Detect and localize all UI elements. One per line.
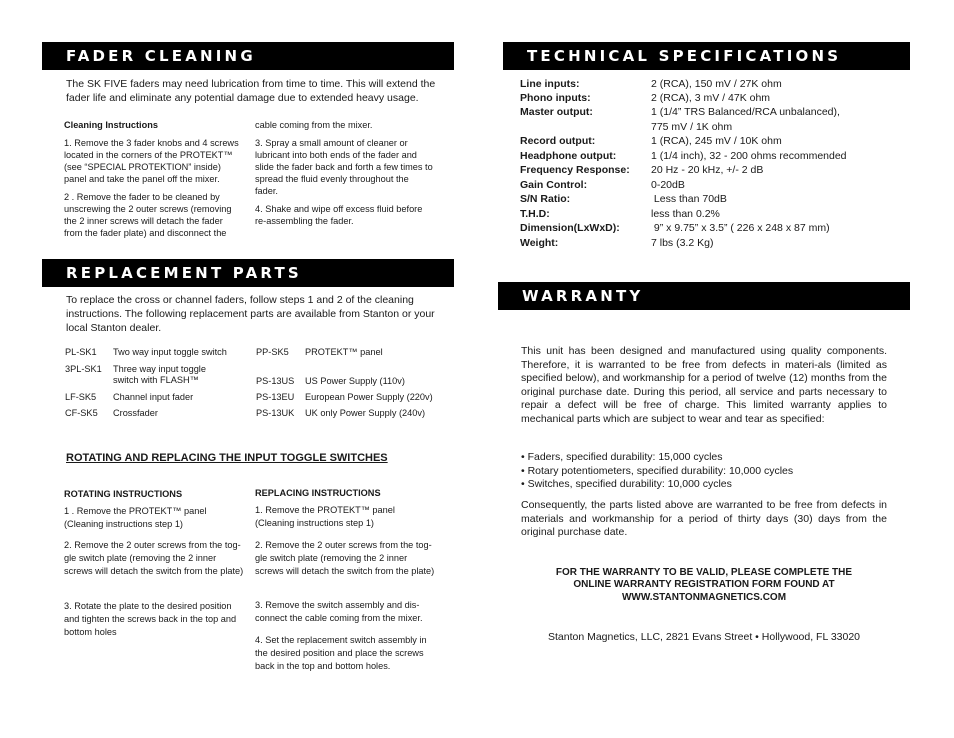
toggle-switches-heading: ROTATING AND REPLACING THE INPUT TOGGLE SWITCHES xyxy=(66,452,388,464)
fader-cleaning-heading: FADER CLEANING xyxy=(42,42,454,70)
part-code: PS-13EU xyxy=(256,392,295,402)
warranty-bullet: • Faders, specified durability: 15,000 cycles xyxy=(521,451,723,463)
company-address: Stanton Magnetics, LLC, 2821 Evans Street • Hollywood, FL 33020 xyxy=(547,631,861,643)
spec-value: 9” x 9.75” x 3.5” ( 226 x 248 x 87 mm) xyxy=(651,222,830,234)
part-code: PS-13US xyxy=(256,376,295,386)
replacing-step: 2. Remove the 2 outer screws from the tog-gle switch plate (removing the 2 inner screws will detach the switch from the plate) xyxy=(255,540,435,576)
cleaning-step-2: 2 . Remove the fader to be cleaned by unscrewing the 2 outer screws (removing the 2 inner screws will detach the fader from the fader plate) and disconnect the xyxy=(64,192,232,238)
spec-label: Headphone output: xyxy=(520,150,617,162)
part-desc: PROTEKT™ panel xyxy=(305,347,383,357)
rotating-step: 1 . Remove the PROTEKT™ panel (Cleaning instructions step 1) xyxy=(64,506,207,529)
part-desc: European Power Supply (220v) xyxy=(305,392,433,402)
part-code: 3PL-SK1 xyxy=(65,364,102,374)
spec-label: Weight: xyxy=(520,237,559,249)
part-desc: Three way input toggle switch with FLASH™ xyxy=(113,364,206,385)
part-desc: UK only Power Supply (240v) xyxy=(305,408,426,418)
spec-value: 2 (RCA), 3 mV / 47K ohm xyxy=(651,92,771,104)
warranty-body: This unit has been designed and manufactured using quality components. Therefore, it is warranted to be free from defects in materi-als (limited as specified below), and workmanship for a period of twelve (12) months from the original purchase date. During this period, all service and parts necessary to repair a defect will be free of charge. This limited warranty applies to mechanical parts which are subject to wear and tear as specified: xyxy=(521,345,887,425)
spec-value: 0-20dB xyxy=(651,179,685,191)
warranty-notice-line1: FOR THE WARRANTY TO BE VALID, PLEASE COMPLETE THE xyxy=(555,567,853,578)
spec-value: 775 mV / 1K ohm xyxy=(651,121,733,133)
spec-value: 1 (RCA), 245 mV / 10K ohm xyxy=(651,135,782,147)
part-desc: Channel input fader xyxy=(113,392,194,402)
part-code: CF-SK5 xyxy=(65,408,98,418)
warranty-notice-url: WWW.STANTONMAGNETICS.COM xyxy=(621,592,787,603)
warranty-bullet: • Rotary potentiometers, specified durability: 10,000 cycles xyxy=(521,465,794,477)
part-code: PP-SK5 xyxy=(256,347,289,357)
cleaning-instructions-title: Cleaning Instructions xyxy=(64,120,158,130)
warranty-heading: WARRANTY xyxy=(498,282,910,310)
spec-value: less than 0.2% xyxy=(651,208,720,220)
cleaning-step-3: 3. Spray a small amount of cleaner or lubricant into both ends of the fader and slide the fader back and forth a few times to spread the fluid evenly throughout the fader. xyxy=(255,138,433,196)
replacing-instructions-title: REPLACING INSTRUCTIONS xyxy=(255,488,381,498)
part-code: LF-SK5 xyxy=(65,392,97,402)
technical-specifications-heading: TECHNICAL SPECIFICATIONS xyxy=(503,42,910,70)
replacement-intro: To replace the cross or channel faders, follow steps 1 and 2 of the cleaning instructions. The following replacement parts are available from Stanton or your local Stanton dealer. xyxy=(66,294,435,334)
replacement-parts-heading: REPLACEMENT PARTS xyxy=(42,259,454,287)
rotating-step: 2. Remove the 2 outer screws from the tog-gle switch plate (removing the 2 inner screws will detach the switch from the plate) xyxy=(64,540,244,576)
spec-label: Master output: xyxy=(520,106,593,118)
part-desc: Two way input toggle switch xyxy=(113,347,227,357)
part-desc: US Power Supply (110v) xyxy=(305,376,405,386)
replacing-step: 3. Remove the switch assembly and dis-connect the cable coming from the mixer. xyxy=(255,600,423,623)
spec-label: Line inputs: xyxy=(520,78,580,90)
fader-intro: The SK FIVE faders may need lubrication from time to time. This will extend the fader life and eliminate any potential damage due to extended heavy usage. xyxy=(66,78,436,104)
spec-value: Less than 70dB xyxy=(651,193,727,205)
replacing-step: 1. Remove the PROTEKT™ panel (Cleaning instructions step 1) xyxy=(255,505,395,528)
rotating-step: 3. Rotate the plate to the desired position and tighten the screws back in the top and bottom holes xyxy=(64,601,237,637)
warranty-notice-line2: ONLINE WARRANTY REGISTRATION FORM FOUND AT xyxy=(573,579,835,590)
spec-label: T.H.D: xyxy=(520,208,550,220)
part-code: PL-SK1 xyxy=(65,347,97,357)
spec-label: S/N Ratio: xyxy=(520,193,571,205)
rotating-instructions-title: ROTATING INSTRUCTIONS xyxy=(64,489,183,499)
spec-value: 2 (RCA), 150 mV / 27K ohm xyxy=(651,78,782,90)
spec-label: Phono inputs: xyxy=(520,92,591,104)
spec-label: Dimension(LxWxD): xyxy=(520,222,620,234)
part-code: PS-13UK xyxy=(256,408,295,418)
spec-label: Frequency Response: xyxy=(520,164,630,176)
replacing-step: 4. Set the replacement switch assembly in the desired position and place the screws back in the top and bottom holes. xyxy=(255,635,427,671)
part-desc: Crossfader xyxy=(113,408,158,418)
spec-value: 7 lbs (3.2 Kg) xyxy=(651,237,714,249)
cleaning-step-2-cont: cable coming from the mixer. xyxy=(255,120,373,130)
spec-label: Gain Control: xyxy=(520,179,588,191)
spec-value: 1 (1/4 inch), 32 - 200 ohms recommended xyxy=(651,150,847,162)
warranty-consequently: Consequently, the parts listed above are warranted to be free from defects in materials and workmanship for a period of thirty days (30) days from the original purchase date. xyxy=(521,499,887,538)
cleaning-step-1: 1. Remove the 3 fader knobs and 4 screws located in the corners of the PROTEKT™ (see “SPECIAL PROTEKTION” inside) panel and take the panel off the mixer. xyxy=(64,138,239,184)
spec-value: 1 (1/4” TRS Balanced/RCA unbalanced), xyxy=(651,106,840,118)
cleaning-step-4: 4. Shake and wipe off excess fluid before re-assembling the fader. xyxy=(255,204,423,226)
warranty-bullet: • Switches, specified durability: 10,000 cycles xyxy=(521,478,732,490)
spec-label: Record output: xyxy=(520,135,596,147)
spec-value: 20 Hz - 20 kHz, +/- 2 dB xyxy=(651,164,764,176)
